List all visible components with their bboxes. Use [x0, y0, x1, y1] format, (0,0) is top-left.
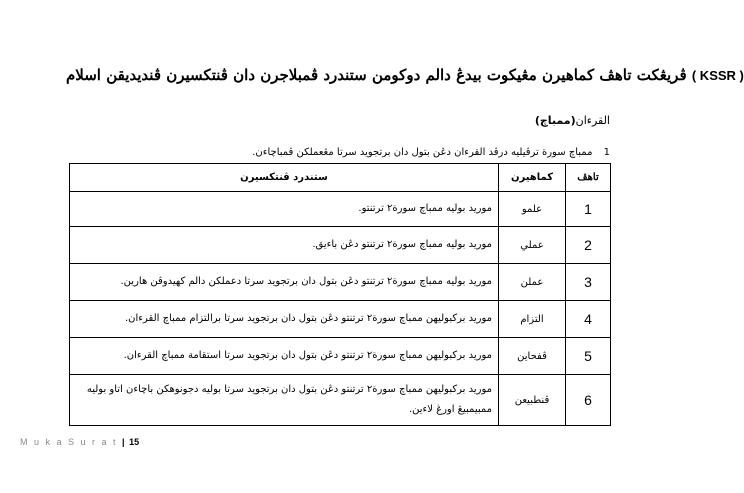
table-row [70, 227, 611, 264]
row-number: 5 [566, 338, 611, 375]
title-text: ڤريڠکت تاهڤ کماهيرن مڠيکوت بيدڠ دالم دوکومن ستندرد ڤمبلاجرن دان ڤنتکسيرن ڤنديديقن اسلام [66, 66, 687, 84]
row-skill: التزام [499, 301, 566, 338]
title-code: ( KSSR ) [691, 68, 744, 83]
row-skill: ڤنطبيعن [499, 375, 566, 426]
table-row [70, 192, 611, 227]
row-number: 6 [566, 375, 611, 426]
table-header-row [70, 164, 611, 192]
table-row [70, 301, 611, 338]
table-row [70, 338, 611, 375]
row-number: 1 [566, 192, 611, 227]
row-description: موريد برکبوليهن ممباچ سورة٢ ترتنتو دڠن بتول دان برتجويد سرتا بوليه دجونوهکن باچاءن اتاو بوليه ممبيمبيڠ اورڠ لاءين. [70, 375, 499, 426]
subject-heading [535, 114, 610, 127]
table-row [70, 264, 611, 301]
row-number: 2 [566, 227, 611, 264]
standards-table [69, 163, 611, 426]
row-description: موريد برکبوليهن ممباچ سورة٢ ترتنتو دڠن بتول دان برتجويد سرتا استقامة ممباچ القرءان. [70, 338, 499, 375]
footer-separator: | [122, 437, 125, 447]
subject-prefix: القرءان [575, 114, 610, 127]
page-number: 15 [129, 437, 140, 447]
header-standard: ستندرد ڤنتکسيرن [70, 164, 499, 192]
table-row [70, 375, 611, 426]
row-description: موريد بوليه ممباچ سورة٢ ترتنتو. [70, 192, 499, 227]
row-description: موريد بوليه ممباچ سورة٢ ترتنتو دڠن بتول دان برتجويد سرتا دعملکن دالم کهيدوڤن هارين. [70, 264, 499, 301]
header-skill: کماهيرن [499, 164, 566, 192]
row-skill: ڤفحاين [499, 338, 566, 375]
row-skill: عملن [499, 264, 566, 301]
subject-highlight: (ممباچ) [534, 114, 576, 127]
page-footer [20, 437, 139, 447]
page-title [66, 66, 744, 84]
row-number: 3 [566, 264, 611, 301]
header-level: تاهڤ [566, 164, 611, 192]
footer-label: M u k a S u r a t [20, 437, 118, 447]
intro-text: ممباچ سورة ترڤيليه درڤد القرءان دڠن بتول دان برتجويد سرتا مڠعملکن ڤمباچاءن. [252, 147, 593, 158]
row-number: 4 [566, 301, 611, 338]
row-skill: علمو [499, 192, 566, 227]
intro-number: 1 [603, 147, 610, 158]
row-description: موريد برکبوليهن ممباچ سورة٢ ترتنتو دڠن بتول دان برتجويد سرتا برالتزام ممباچ القرءان. [70, 301, 499, 338]
row-skill: عملي [499, 227, 566, 264]
intro-line [252, 147, 610, 158]
row-description: موريد بوليه ممباچ سورة٢ ترتنتو دڠن باءيق. [70, 227, 499, 264]
